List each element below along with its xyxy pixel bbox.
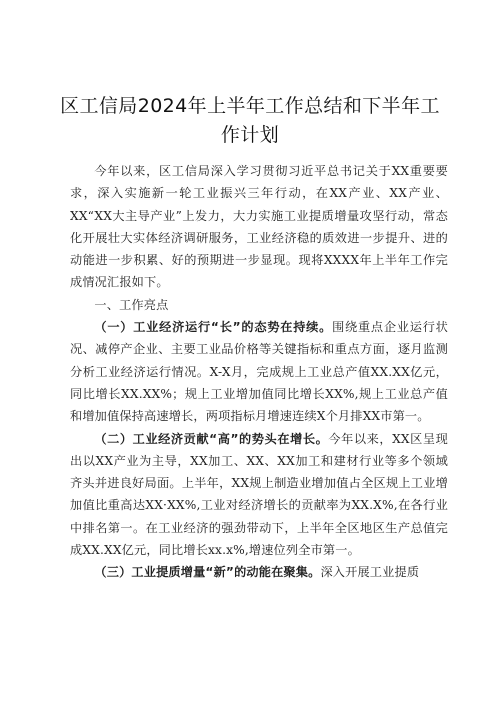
item-paragraph-2: [70, 428, 448, 562]
item-2-lead: （二）工业经济贡献“高”的势头在增长。: [94, 431, 329, 446]
section-heading: 一、工作亮点: [94, 297, 169, 312]
document-body: [70, 160, 448, 584]
document-title: 区工信局2024年上半年工作总结和下半年工作计划: [60, 95, 440, 146]
item-3-text: 深入开展工业提质: [320, 565, 420, 580]
item-paragraph-1: [70, 316, 448, 427]
intro-paragraph: 今年以来，区工信局深入学习贯彻习近平总书记关于XX重要要求，深入实施新一轮工业振兴三年行动，在XX产业、XX产业、XX“XX大主导产业”上发力，大力实施工业提质增量攻坚行动，常态化开展壮大实体经济调研服务，工业经济稳的质效进一步提升、进的动能进一步积累、好的预期进一步显现。现将XXXX年上半年工作完成情况汇报如下。: [70, 164, 448, 290]
item-1-lead: （一）工业经济运行“长”的态势在持续。: [94, 320, 333, 335]
item-2-text: 今年以来，XX区呈现出以XX产业为主导，XX加工、XX、XX加工和建材行业等多个领域齐头并进良好局面。上半年，XX规上制造业增加值占全区规上工业增加值比重高达XX·XX%,工业对经济增长的贡献率为XX.X%,在各行业中排名第一。在工业经济的强劲带动下，上半年全区地区生产总值完成XX.XX亿元，同比增长xx.x%,增速位列全市第一。: [70, 431, 448, 558]
item-paragraph-3: [70, 561, 448, 583]
item-1-text: 围绕重点企业运行状况、减停产企业、主要工业品价格等关键指标和重点方面，逐月监测分析工业经济运行情况。X-X月，完成规上工业总产值XX.XX亿元，同比增长XX.XX%；规上工业增加值同比增长XX%,规上工业总产值和增加值保持高速增长，两项指标月增速连续X个月排XX市第一。: [70, 320, 448, 424]
item-3-lead: （三）工业提质增量“新”的动能在聚集。: [94, 565, 321, 580]
